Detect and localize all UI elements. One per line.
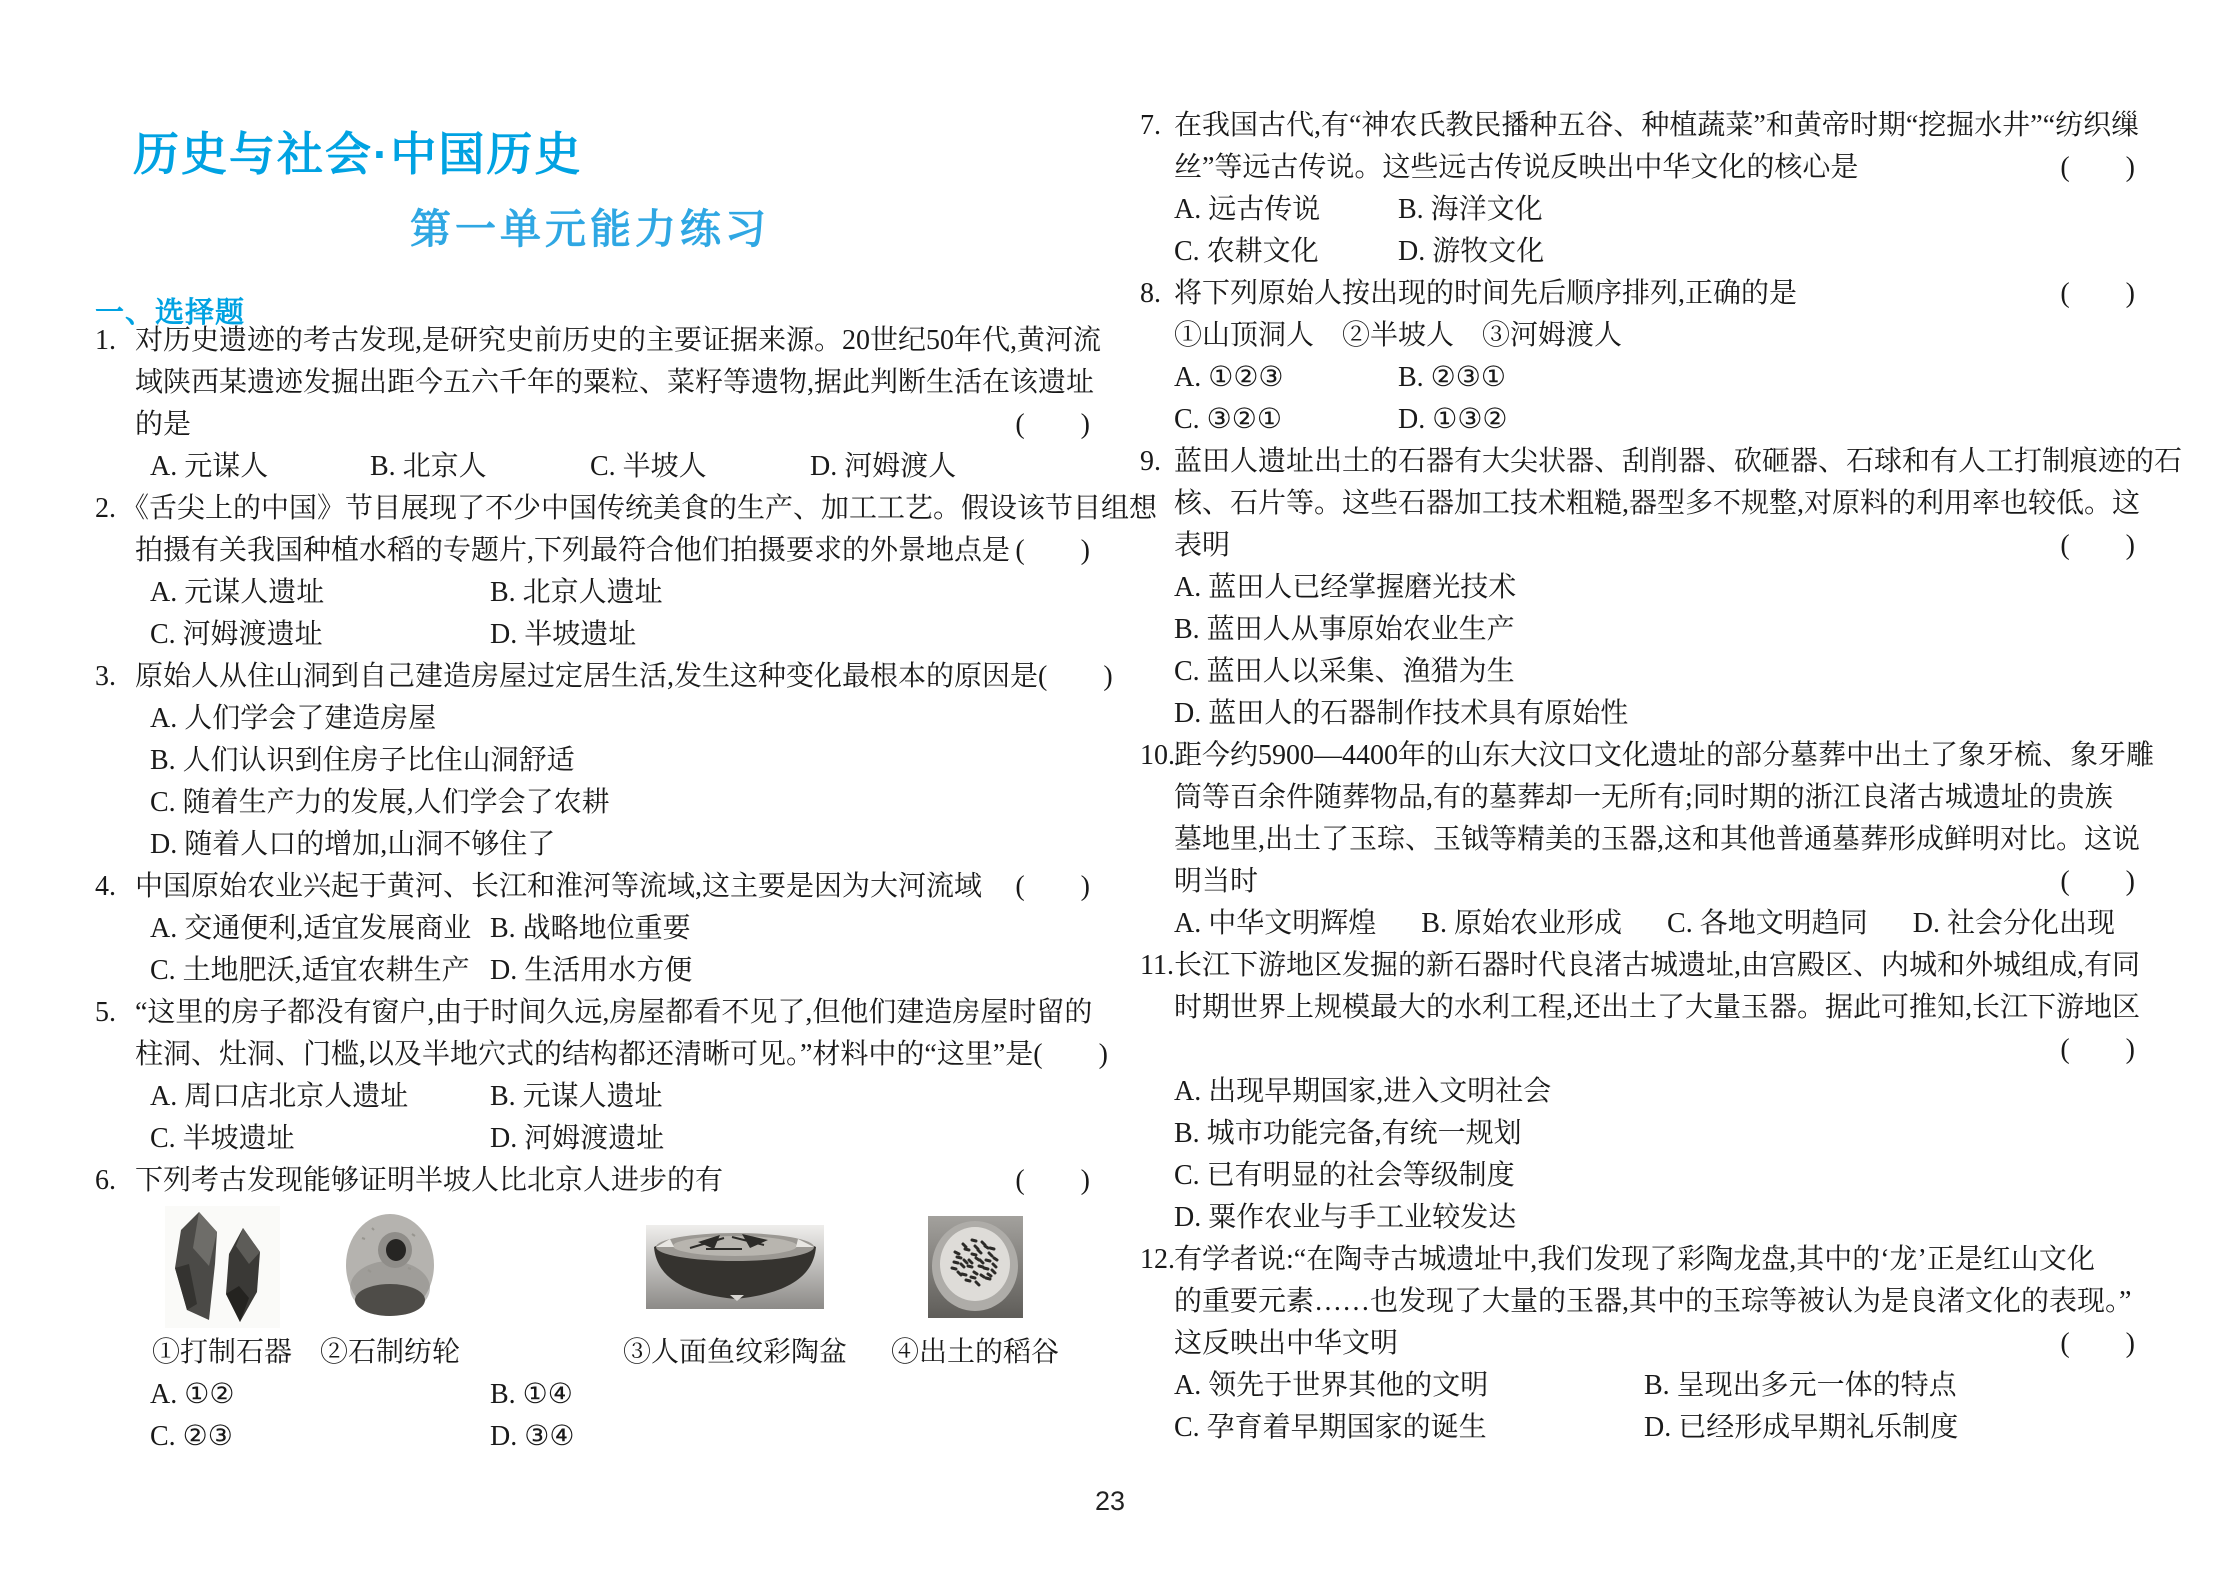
question-9	[1140, 441, 2183, 735]
option-c: C. 已有明显的社会等级制度	[1174, 1160, 1515, 1191]
figure-spindle-whorl	[320, 1202, 460, 1374]
option-d: D. 半坡遗址	[490, 619, 637, 650]
option-a: A. 元谋人	[150, 451, 269, 482]
option-c: C. ②③	[150, 1421, 233, 1452]
option-a: A. ①②	[150, 1379, 235, 1410]
answer-bracket: ( )	[1033, 1039, 1108, 1070]
stem-line: 表明	[1174, 530, 1231, 561]
stem-line: 原始人从住山洞到自己建造房屋过定居生活,发生这种变化最根本的原因是	[135, 661, 1039, 692]
stem-line: 长江下游地区发掘的新石器时代良渚古城遗址,由宫殿区、内城和外城组成,有同	[1174, 950, 2141, 981]
option-c: C. 河姆渡遗址	[150, 619, 323, 650]
option-a: A. 元谋人遗址	[150, 577, 325, 608]
question-8	[1140, 273, 2135, 441]
option-c: C. 农耕文化	[1174, 236, 1319, 267]
stem-line: 《舌尖上的中国》节目展现了不少中国传统美食的生产、加工工艺。假设该节目组想	[121, 493, 1158, 524]
stem-line: 有学者说:“在陶寺古城遗址中,我们发现了彩陶龙盘,其中的‘龙’正是红山文化	[1174, 1244, 2095, 1275]
question-4	[95, 866, 1090, 992]
question-number: 8.	[1140, 278, 1161, 309]
option-b: B. 北京人	[370, 451, 487, 482]
stone-tools-image	[164, 1206, 279, 1328]
answer-bracket: ( )	[2060, 530, 2135, 561]
stem-line: 蓝田人遗址出土的石器有大尖状器、刮削器、砍砸器、石球和有人工打制痕迹的石	[1174, 446, 2183, 477]
spindle-whorl-image	[342, 1208, 438, 1326]
stem-line: “这里的房子都没有窗户,由于时间久远,房屋都看不见了,但他们建造房屋时留的	[135, 997, 1093, 1028]
question-number: 1.	[95, 325, 116, 356]
question-7	[1140, 105, 2140, 273]
section-heading: 一、选择题	[95, 297, 246, 329]
figure-pottery-basin	[623, 1202, 847, 1374]
option-b: B. ①④	[490, 1379, 573, 1410]
answer-bracket: ( )	[2060, 1034, 2135, 1065]
stem-line: 的重要元素……也发现了大量的玉器,其中的玉琮等被认为是良渚文化的表现。”	[1174, 1286, 2132, 1317]
answer-bracket: ( )	[2060, 152, 2135, 183]
question-number: 4.	[95, 871, 116, 902]
options-row	[135, 572, 1090, 614]
option-d: D. 游牧文化	[1398, 236, 1545, 267]
option-a: A. 蓝田人已经掌握磨光技术	[1174, 572, 1517, 603]
stem-line: 核、石片等。这些石器加工技术粗糙,器型多不规整,对原料的利用率也较低。这	[1174, 488, 2141, 519]
options-row	[135, 1374, 1090, 1416]
options-row	[135, 1118, 1090, 1160]
option-c: C. 土地肥沃,适宜农耕生产	[150, 955, 470, 986]
options-row	[135, 614, 1090, 656]
options-row	[135, 1076, 1090, 1118]
option-c: C. 随着生产力的发展,人们学会了农耕	[150, 787, 610, 818]
stem-line: 域陕西某遗迹发掘出距今五六千年的粟粒、菜籽等遗物,据此判断生活在该遗址	[135, 367, 1095, 398]
question-6	[95, 1160, 1090, 1458]
answer-bracket: ( )	[1015, 1165, 1090, 1196]
answer-bracket: ( )	[2060, 866, 2135, 897]
question-number: 2.	[95, 493, 116, 524]
option-c: C. 半坡人	[590, 451, 707, 482]
question-number: 11.	[1140, 950, 1174, 981]
answer-bracket: ( )	[1015, 535, 1090, 566]
answer-bracket: ( )	[2060, 278, 2135, 309]
unit-subtitle: 第一单元能力练习	[410, 206, 770, 252]
options-row	[1174, 903, 2135, 945]
option-b: B. 元谋人遗址	[490, 1081, 663, 1112]
option-d: D. 随着人口的增加,山洞不够住了	[150, 829, 556, 860]
option-d: D. ①③②	[1398, 404, 1508, 435]
option-d: D. 生活用水方便	[490, 955, 693, 986]
option-a: A. 交通便利,适宜发展商业	[150, 913, 472, 944]
options-row	[135, 950, 1090, 992]
option-b: B. 原始农业形成	[1421, 908, 1622, 939]
question-10	[1140, 735, 2155, 945]
option-a: A. 周口店北京人遗址	[150, 1081, 409, 1112]
option-a: A. ①②③	[1174, 362, 1284, 393]
stem-line: 中国原始农业兴起于黄河、长江和淮河等流域,这主要是因为大河流域	[135, 871, 983, 902]
option-d: D. 蓝田人的石器制作技术具有原始性	[1174, 698, 1629, 729]
stem-line: 的是	[135, 409, 192, 440]
question-1	[95, 320, 1102, 488]
stem-line: 筒等百余件随葬物品,有的墓葬却一无所有;同时期的浙江良渚古城遗址的贵族	[1174, 782, 2113, 813]
option-b: B. 海洋文化	[1398, 194, 1543, 225]
option-a: A. 人们学会了建造房屋	[150, 703, 437, 734]
figure-caption: ③人面鱼纹彩陶盆	[622, 1337, 848, 1368]
option-b: B. ②③①	[1398, 362, 1506, 393]
options-row	[1174, 231, 2135, 273]
stem-line: 墓地里,出土了玉琮、玉钺等精美的玉器,这和其他普通墓葬形成鲜明对比。这说	[1174, 824, 2141, 855]
options-row	[135, 908, 1090, 950]
question-number: 6.	[95, 1165, 116, 1196]
options-row	[1174, 399, 2135, 441]
option-b: B. 城市功能完备,有统一规划	[1174, 1118, 1522, 1149]
stem-line: 下列考古发现能够证明半坡人比北京人进步的有	[135, 1165, 724, 1196]
stem-line: 丝”等远古传说。这些远古传说反映出中华文化的核心是	[1174, 152, 1859, 183]
stem-line: 在我国古代,有“神农氏教民播种五谷、种植蔬菜”和黄帝时期“挖掘水井”“纺织缫	[1174, 110, 2140, 141]
option-b: B. 北京人遗址	[490, 577, 663, 608]
answer-bracket: ( )	[2060, 1328, 2135, 1359]
option-d: D. 已经形成早期礼乐制度	[1644, 1412, 1959, 1443]
answer-bracket: ( )	[1038, 661, 1113, 692]
stem-line: 明当时	[1174, 866, 1259, 897]
figure-caption: ②石制纺轮	[319, 1337, 461, 1368]
figure-caption: ①打制石器	[151, 1337, 293, 1368]
stem-line: 柱洞、灶洞、门槛,以及半地穴式的结构都还清晰可见。”材料中的“这里”是	[135, 1039, 1034, 1070]
question-number: 3.	[95, 661, 116, 692]
stem-line: 时期世界上规模最大的水利工程,还出土了大量玉器。据此可推知,长江下游地区	[1174, 992, 2141, 1023]
figure-rice-grains	[891, 1202, 1059, 1374]
question-number: 12.	[1140, 1244, 1175, 1275]
stem-line: 这反映出中华文明	[1174, 1328, 1399, 1359]
answer-bracket: ( )	[1015, 409, 1090, 440]
answer-bracket: ( )	[1015, 871, 1090, 902]
option-d: D. 粟作农业与手工业较发达	[1174, 1202, 1517, 1233]
option-b: B. 蓝田人从事原始农业生产	[1174, 614, 1515, 645]
right-column	[1140, 105, 2183, 1449]
page-number: 23	[1094, 1486, 1126, 1516]
stem-line: 对历史遗迹的考古发现,是研究史前历史的主要证据来源。20世纪50年代,黄河流	[135, 325, 1102, 356]
option-c: C. 各地文明趋同	[1667, 908, 1868, 939]
option-a: A. 远古传说	[1174, 194, 1321, 225]
figure-caption: ④出土的稻谷	[890, 1337, 1060, 1368]
options-row	[1174, 189, 2135, 231]
question-number: 10.	[1140, 740, 1175, 771]
numbered-items-line: ①山顶洞人 ②半坡人 ③河姆渡人	[1174, 320, 1623, 351]
option-c: C. 半坡遗址	[150, 1123, 295, 1154]
question-6-figures	[135, 1202, 1090, 1374]
option-d: D. ③④	[490, 1421, 575, 1452]
stem-line: 距今约5900—4400年的山东大汶口文化遗址的部分墓葬中出土了象牙梳、象牙雕	[1174, 740, 2155, 771]
question-2	[95, 488, 1158, 656]
option-c: C. 蓝田人以采集、渔猎为生	[1174, 656, 1515, 687]
question-number: 5.	[95, 997, 116, 1028]
question-5	[95, 992, 1108, 1160]
question-3	[95, 656, 1113, 866]
option-b: B. 战略地位重要	[490, 913, 691, 944]
figure-stone-tools	[152, 1202, 292, 1374]
page-title: 历史与社会·中国历史	[133, 128, 583, 180]
option-a: A. 出现早期国家,进入文明社会	[1174, 1076, 1552, 1107]
option-d: D. 河姆渡遗址	[490, 1123, 665, 1154]
option-a: A. 领先于世界其他的文明	[1174, 1370, 1489, 1401]
option-d: D. 社会分化出现	[1912, 908, 2115, 939]
rice-grains-image	[927, 1216, 1022, 1318]
option-a: A. 中华文明辉煌	[1174, 908, 1377, 939]
stem-line: 将下列原始人按出现的时间先后顺序排列,正确的是	[1174, 278, 1798, 309]
options-row	[1174, 357, 2135, 399]
question-number: 9.	[1140, 446, 1161, 477]
question-number: 7.	[1140, 110, 1161, 141]
option-b: B. 呈现出多元一体的特点	[1644, 1370, 1957, 1401]
options-row	[135, 1416, 1090, 1458]
options-row	[135, 446, 1090, 488]
options-row	[1174, 1407, 2135, 1449]
question-12	[1140, 1239, 2135, 1449]
option-c: C. ③②①	[1174, 404, 1282, 435]
stem-line: 拍摄有关我国种植水稻的专题片,下列最符合他们拍摄要求的外景地点是	[135, 535, 1011, 566]
question-11	[1140, 945, 2141, 1239]
painted-pottery-basin-image	[646, 1225, 824, 1309]
option-c: C. 孕育着早期国家的诞生	[1174, 1412, 1487, 1443]
option-b: B. 人们认识到住房子比住山洞舒适	[150, 745, 575, 776]
option-d: D. 河姆渡人	[810, 451, 957, 482]
options-row	[1174, 1365, 2135, 1407]
